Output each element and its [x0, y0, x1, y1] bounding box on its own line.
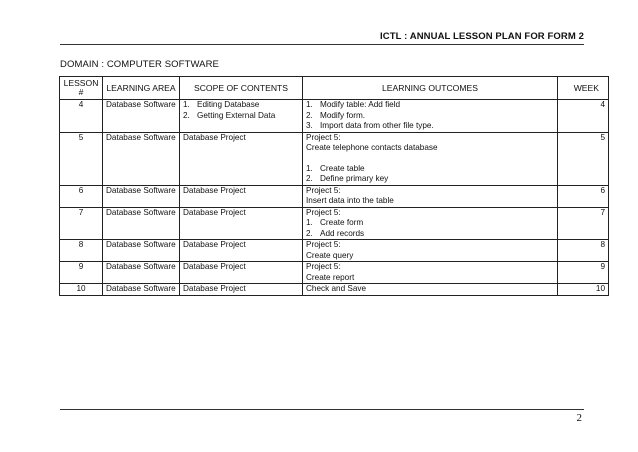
lesson-number: 8 — [60, 240, 103, 262]
learning-area: Database Software — [103, 100, 180, 133]
learning-area: Database Software — [103, 284, 180, 296]
scope-of-contents: Database Project — [180, 207, 303, 240]
outcome-title: Project 5: — [306, 132, 341, 142]
scope-of-contents: Database Project — [180, 240, 303, 262]
learning-outcomes — [303, 100, 558, 133]
learning-area: Database Software — [103, 240, 180, 262]
table-row — [60, 207, 609, 240]
learning-outcomes — [303, 132, 558, 185]
learning-area: Database Software — [103, 132, 180, 185]
outcome-text: Check and Save — [306, 284, 367, 293]
table-row — [60, 262, 609, 284]
outcome-title: Project 5: — [306, 262, 341, 271]
page-number: 2 — [576, 412, 582, 424]
lesson-number: 7 — [60, 207, 103, 240]
outcome-title: Project 5: — [306, 207, 341, 217]
week-number: 6 — [558, 185, 609, 207]
outcome-list-item: 1. Modify table: Add field — [306, 100, 401, 109]
document-header-title: ICTL : ANNUAL LESSON PLAN FOR FORM 2 — [380, 31, 584, 42]
learning-outcomes — [303, 284, 558, 296]
learning-outcomes — [303, 240, 558, 262]
table-row — [60, 240, 609, 262]
domain-label: DOMAIN : COMPUTER SOFTWARE — [60, 59, 219, 70]
learning-area: Database Software — [103, 185, 180, 207]
learning-outcomes — [303, 185, 558, 207]
table-row — [60, 185, 609, 207]
scope-list-item: 1. Editing Database — [183, 100, 260, 109]
scope-of-contents: Database Project — [180, 284, 303, 296]
outcome-list-item: 3. Import data from other file type. — [306, 121, 434, 130]
scope-of-contents — [180, 100, 303, 133]
learning-outcomes — [303, 262, 558, 284]
lesson-number: 9 — [60, 262, 103, 284]
lesson-plan-table — [59, 76, 609, 296]
lesson-number: 5 — [60, 132, 103, 185]
outcome-title: Project 5: — [306, 240, 341, 249]
outcome-title: Project 5: — [306, 185, 341, 195]
table-row — [60, 284, 609, 296]
header-learning-outcomes: LEARNING OUTCOMES — [303, 77, 558, 100]
outcome-list-item: 1. Create form — [306, 218, 364, 227]
outcome-list-item: 2. Add records — [306, 228, 365, 238]
week-number: 9 — [558, 262, 609, 284]
header-lesson: LESSON # — [60, 77, 103, 100]
table-row — [60, 100, 609, 133]
outcome-list-item: 1. Create table — [306, 163, 365, 173]
outcome-text: Create query — [306, 250, 354, 260]
outcome-text: Create report — [306, 272, 355, 282]
header-divider — [60, 44, 584, 45]
week-number: 4 — [558, 100, 609, 133]
outcome-text: Insert data into the table — [306, 196, 394, 205]
table-header-row — [60, 77, 609, 100]
footer-divider — [60, 409, 584, 410]
outcome-text: Create telephone contacts database — [306, 143, 438, 152]
lesson-number: 6 — [60, 185, 103, 207]
week-number: 8 — [558, 240, 609, 262]
learning-area: Database Software — [103, 262, 180, 284]
header-week: WEEK — [558, 77, 609, 100]
scope-of-contents: Database Project — [180, 132, 303, 185]
learning-outcomes — [303, 207, 558, 240]
week-number: 7 — [558, 207, 609, 240]
outcome-list-item: 2. Define primary key — [306, 174, 389, 183]
header-learning-area: LEARNING AREA — [103, 77, 180, 100]
week-number: 10 — [558, 284, 609, 296]
scope-list-item: 2. Getting External Data — [183, 110, 276, 120]
scope-of-contents: Database Project — [180, 262, 303, 284]
lesson-number: 10 — [60, 284, 103, 296]
outcome-list-item: 2. Modify form. — [306, 110, 366, 120]
week-number: 5 — [558, 132, 609, 185]
lesson-number: 4 — [60, 100, 103, 133]
table-row — [60, 132, 609, 185]
scope-of-contents: Database Project — [180, 185, 303, 207]
learning-area: Database Software — [103, 207, 180, 240]
header-scope: SCOPE OF CONTENTS — [180, 77, 303, 100]
